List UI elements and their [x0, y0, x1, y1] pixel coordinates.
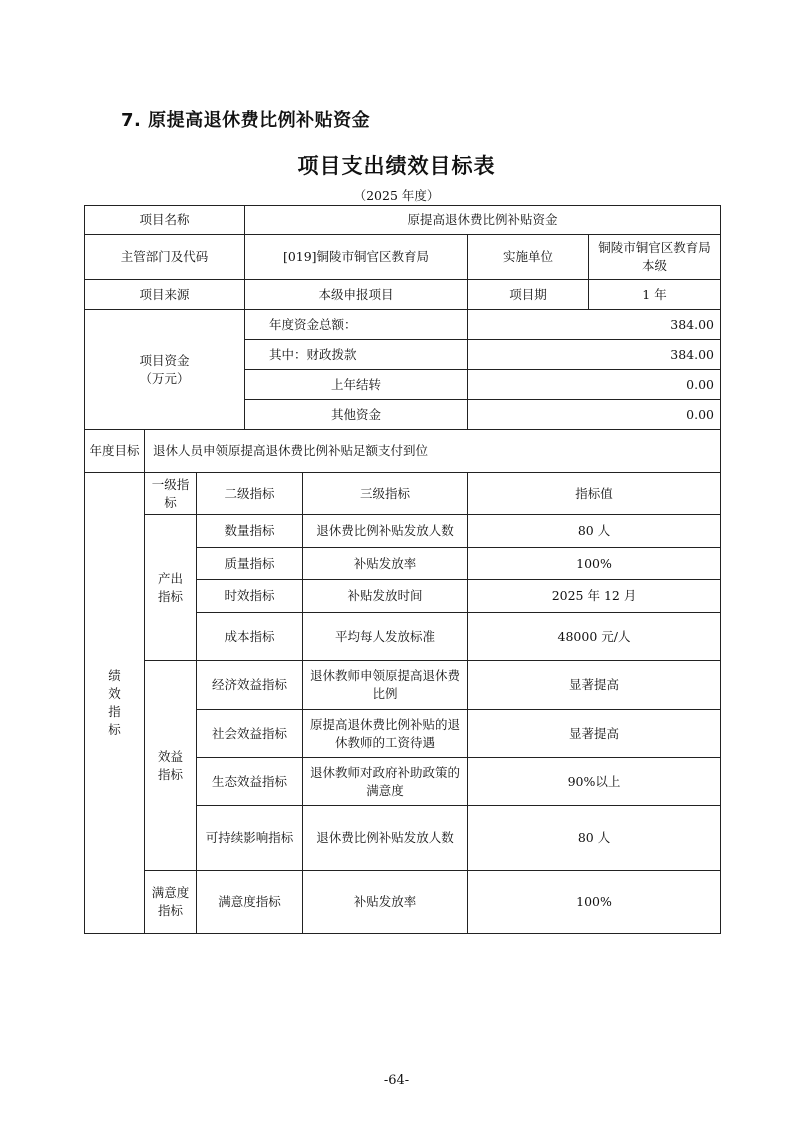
indicator-row	[85, 515, 721, 548]
performance-target-table	[84, 205, 721, 934]
annual-goal-label: 年度目标	[85, 430, 145, 473]
row-department	[85, 235, 721, 280]
indicator-level2: 数量指标	[197, 515, 303, 548]
indicator-value: 48000 元/人	[468, 613, 721, 661]
row-annual-goal	[85, 430, 721, 473]
indicator-level3: 补贴发放率	[303, 548, 468, 580]
indicator-level2: 可持续影响指标	[197, 806, 303, 871]
funds-row-value: 384.00	[468, 310, 721, 340]
indicator-level2: 成本指标	[197, 613, 303, 661]
indicator-level3: 平均每人发放标准	[303, 613, 468, 661]
funds-row-label: 年度资金总额：	[245, 310, 468, 340]
header-level1: 一级指标	[145, 473, 197, 515]
annual-goal-text: 退休人员申领原提高退休费比例补贴足额支付到位	[145, 430, 721, 473]
indicator-value: 100%	[468, 548, 721, 580]
indicator-value: 100%	[468, 871, 721, 934]
header-value: 指标值	[468, 473, 721, 515]
indicator-value: 显著提高	[468, 710, 721, 758]
impl-label: 实施单位	[468, 235, 589, 280]
funds-row-label: 其中：财政拨款	[245, 340, 468, 370]
funds-label	[85, 310, 245, 430]
funds-row-value: 0.00	[468, 400, 721, 430]
funds-label-line1: 项目资金	[139, 352, 190, 368]
funds-row-label: 其他资金	[245, 400, 468, 430]
indicator-level3: 退休教师对政府补助政策的满意度	[303, 758, 468, 806]
row-indicators-header	[85, 473, 721, 515]
indicator-level2: 质量指标	[197, 548, 303, 580]
indicator-row	[85, 661, 721, 710]
table-title: 项目支出绩效目标表	[297, 154, 496, 178]
output-indicators-label: 产出指标	[145, 515, 197, 661]
row-project-name	[85, 206, 721, 235]
row-project-source	[85, 280, 721, 310]
indicator-level2: 经济效益指标	[197, 661, 303, 710]
indicator-level2: 生态效益指标	[197, 758, 303, 806]
indicator-level2: 时效指标	[197, 580, 303, 613]
funds-row-label: 上年结转	[245, 370, 468, 400]
indicator-value: 2025 年 12 月	[468, 580, 721, 613]
page-number: -64-	[383, 1073, 410, 1088]
indicator-value: 80 人	[468, 806, 721, 871]
section-heading: 7. 原提高退休费比例补贴资金	[121, 110, 371, 131]
indicator-value: 80 人	[468, 515, 721, 548]
period-label: 项目期	[468, 280, 589, 310]
indicator-level2: 满意度指标	[197, 871, 303, 934]
indicator-level3: 退休费比例补贴发放人数	[303, 806, 468, 871]
indicator-level3: 退休教师申领原提高退休费比例	[303, 661, 468, 710]
benefit-indicators-label: 效益指标	[145, 661, 197, 871]
indicators-group-label: 绩效指标	[85, 473, 145, 934]
indicator-level3: 退休费比例补贴发放人数	[303, 515, 468, 548]
funds-row-value: 0.00	[468, 370, 721, 400]
indicator-value: 90%以上	[468, 758, 721, 806]
indicator-level2: 社会效益指标	[197, 710, 303, 758]
indicator-level3: 补贴发放时间	[303, 580, 468, 613]
indicator-value: 显著提高	[468, 661, 721, 710]
indicator-level3: 原提高退休费比例补贴的退休教师的工资待遇	[303, 710, 468, 758]
indicator-row	[85, 871, 721, 934]
impl-value: 铜陵市铜官区教育局本级	[589, 235, 721, 280]
header-level3: 三级指标	[303, 473, 468, 515]
project-name-value: 原提高退休费比例补贴资金	[245, 206, 721, 235]
project-name-label: 项目名称	[85, 206, 245, 235]
satisfaction-indicators-label: 满意度指标	[145, 871, 197, 934]
source-value: 本级申报项目	[245, 280, 468, 310]
dept-label: 主管部门及代码	[85, 235, 245, 280]
funds-row-value: 384.00	[468, 340, 721, 370]
indicator-level3: 补贴发放率	[303, 871, 468, 934]
period-value: 1 年	[589, 280, 721, 310]
dept-value: [019]铜陵市铜官区教育局	[245, 235, 468, 280]
table-year: （2025 年度）	[353, 188, 440, 203]
header-level2: 二级指标	[197, 473, 303, 515]
source-label: 项目来源	[85, 280, 245, 310]
funds-label-line2: （万元）	[139, 370, 190, 386]
row-funds-total	[85, 310, 721, 340]
